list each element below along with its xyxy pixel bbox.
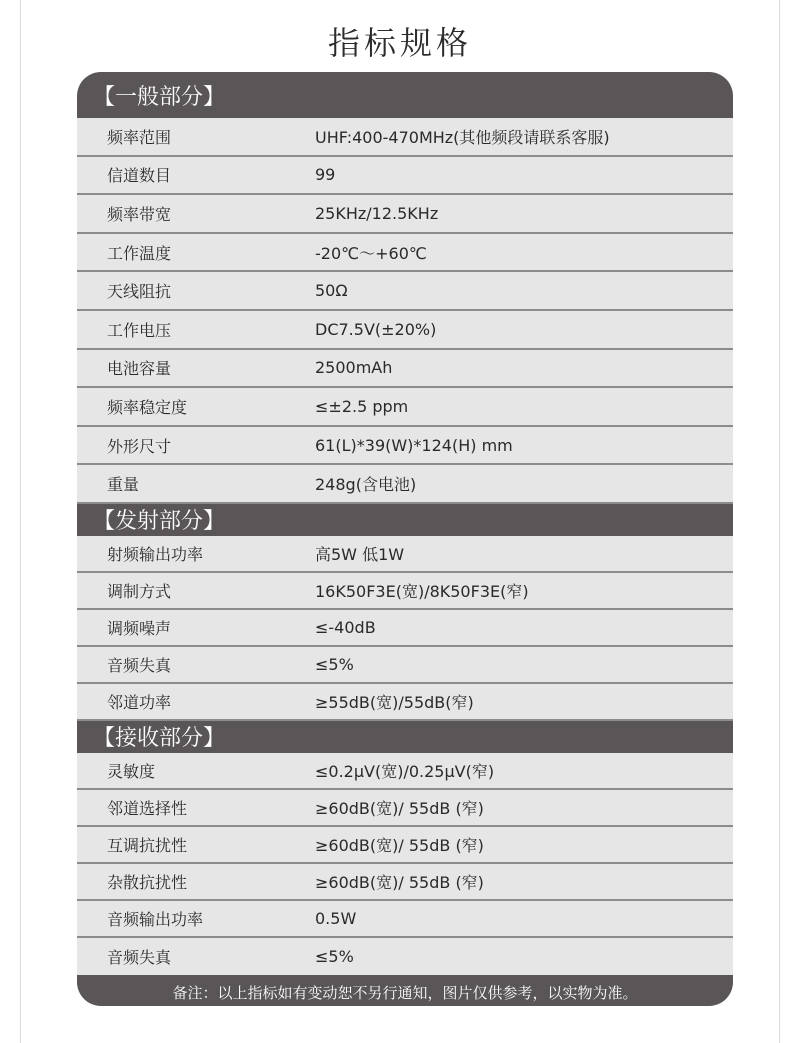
- spec-row: [77, 790, 733, 827]
- spec-label: 射频输出功率: [107, 544, 204, 564]
- spec-row: [77, 195, 733, 234]
- spec-row: [77, 465, 733, 504]
- spec-value: 61(L)*39(W)*124(H) mm: [315, 435, 513, 455]
- section-header-general: 【一般部分】: [77, 72, 733, 118]
- spec-value: ≥60dB(宽)/ 55dB (窄): [315, 798, 484, 818]
- right-guide-line: [779, 0, 780, 1043]
- spec-label: 邻道选择性: [107, 798, 188, 818]
- spec-label: 重量: [107, 475, 140, 495]
- spec-value: ≤5%: [315, 654, 354, 674]
- spec-row: [77, 118, 733, 157]
- spec-label: 邻道功率: [107, 692, 172, 712]
- spec-label: 音频输出功率: [107, 909, 204, 929]
- spec-row: [77, 610, 733, 647]
- spec-label: 工作电压: [107, 320, 172, 340]
- spec-row: [77, 272, 733, 311]
- spec-row: [77, 157, 733, 196]
- spec-value: ≥60dB(宽)/ 55dB (窄): [315, 835, 484, 855]
- spec-value: 248g(含电池): [315, 475, 417, 495]
- spec-label: 杂散抗扰性: [107, 872, 188, 892]
- spec-value: ≥55dB(宽)/55dB(窄): [315, 692, 474, 712]
- spec-label: 信道数目: [107, 166, 172, 186]
- spec-label: 灵敏度: [107, 761, 156, 781]
- spec-label: 音频失真: [107, 655, 172, 675]
- section-transmit: [77, 504, 733, 721]
- spec-row: [77, 350, 733, 389]
- spec-row: [77, 311, 733, 350]
- spec-label: 外形尺寸: [107, 436, 172, 456]
- spec-label: 频率稳定度: [107, 397, 188, 417]
- section-header-receive: 【接收部分】: [77, 721, 733, 753]
- spec-value: 25KHz/12.5KHz: [315, 203, 439, 223]
- spec-value: UHF:400-470MHz(其他频段请联系客服): [315, 127, 610, 147]
- spec-row: [77, 388, 733, 427]
- section-header-transmit: 【发射部分】: [77, 504, 733, 536]
- page-title: 指标规格: [327, 24, 472, 62]
- spec-row: [77, 938, 733, 975]
- spec-row: [77, 573, 733, 610]
- spec-value: ≥60dB(宽)/ 55dB (窄): [315, 872, 484, 892]
- section-general: [77, 72, 733, 504]
- spec-row: [77, 234, 733, 273]
- spec-row: [77, 864, 733, 901]
- left-guide-line: [20, 0, 21, 1043]
- spec-row: [77, 647, 733, 684]
- spec-label: 电池容量: [107, 359, 172, 379]
- spec-label: 工作温度: [107, 243, 172, 263]
- spec-value: -20℃～+60℃: [315, 243, 427, 263]
- spec-card: [77, 72, 733, 1006]
- spec-row: [77, 753, 733, 790]
- spec-value: ≤±2.5 ppm: [315, 396, 409, 416]
- spec-value: 50Ω: [315, 281, 348, 301]
- spec-label: 频率范围: [107, 127, 172, 147]
- spec-value: ≤5%: [315, 946, 354, 966]
- spec-row: [77, 684, 733, 721]
- spec-value: DC7.5V(±20%): [315, 319, 437, 339]
- spec-row: [77, 427, 733, 466]
- spec-value: 99: [315, 165, 336, 185]
- spec-value: ≤-40dB: [315, 617, 376, 637]
- spec-label: 频率带宽: [107, 204, 172, 224]
- spec-label: 互调抗扰性: [107, 835, 188, 855]
- spec-value: 2500mAh: [315, 358, 393, 378]
- section-receive: [77, 721, 733, 975]
- spec-row: [77, 827, 733, 864]
- spec-value: 高5W 低1W: [315, 544, 405, 564]
- spec-label: 调制方式: [107, 581, 172, 601]
- spec-label: 音频失真: [107, 947, 172, 967]
- spec-label: 调频噪声: [107, 618, 172, 638]
- spec-value: 16K50F3E(宽)/8K50F3E(窄): [315, 581, 529, 601]
- spec-row: [77, 536, 733, 573]
- spec-label: 天线阻抗: [107, 282, 172, 302]
- spec-value: ≤0.2μV(宽)/0.25μV(窄): [315, 761, 495, 781]
- footnote: 备注：以上指标如有变动恕不另行通知，图片仅供参考，以实物为准。: [77, 975, 733, 1006]
- spec-value: 0.5W: [315, 908, 357, 928]
- spec-row: [77, 901, 733, 938]
